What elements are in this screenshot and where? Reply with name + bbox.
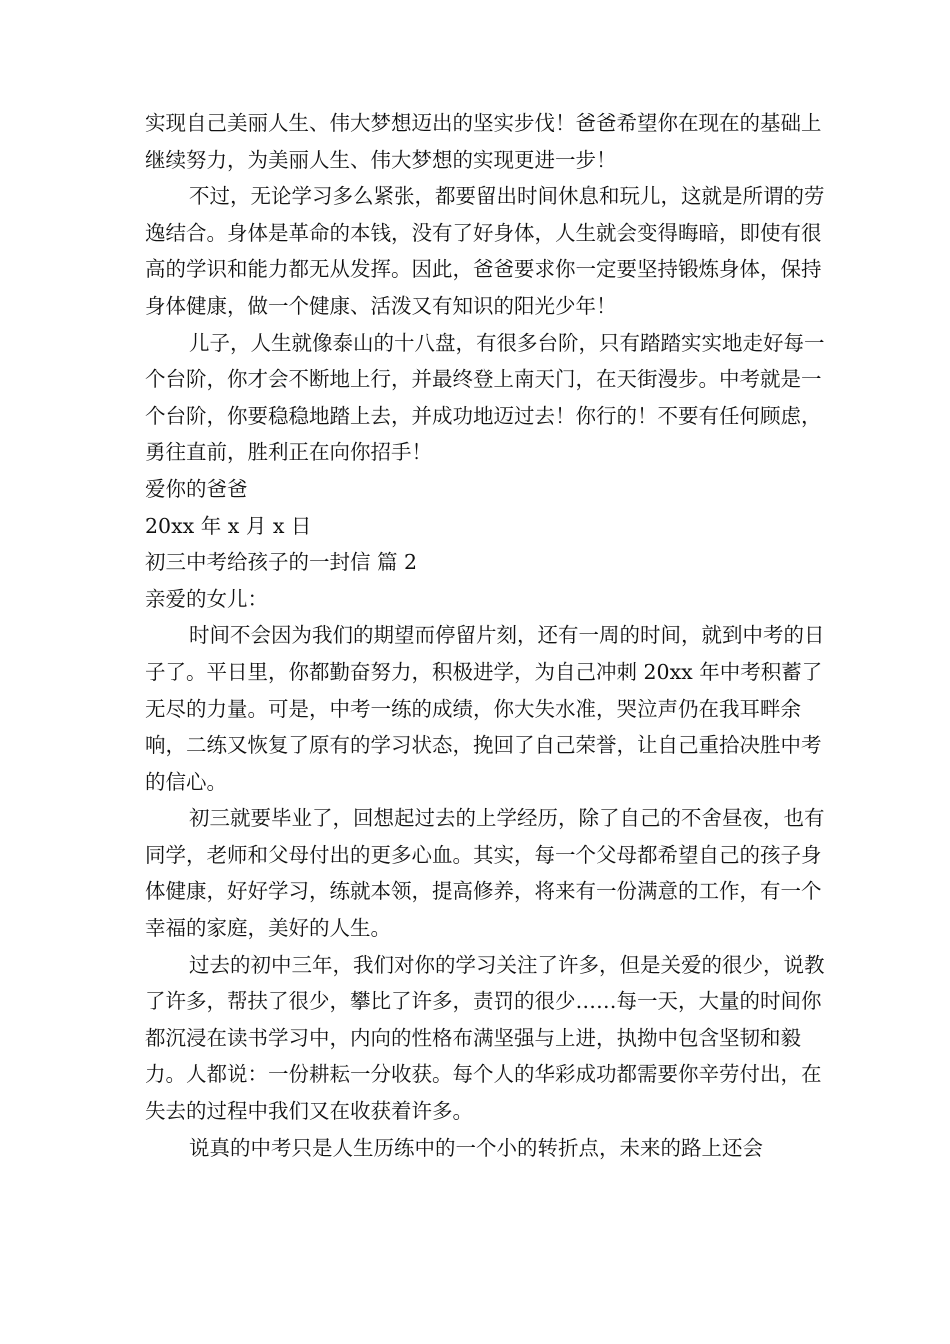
paragraph-one-week-left: 时间不会因为我们的期望而停留片刻，还有一周的时间，就到中考的日子了。平日里，你都勤奋努力，积极进学，为自己冲刺 20xx 年中考积蓄了无尽的力量。可是，中考一练的成绩，你大失水准，哭泣声仍在我耳畔余响，二练又恢复了原有的学习状态，挽回了自己荣誉，让自己重拾决胜中考的信心。 [145,623,825,794]
date-line: 20xx 年 x 月 x 日 [145,513,312,538]
paragraph-rest-and-health: 不过，无论学习多么紧张，都要留出时间休息和玩儿，这就是所谓的劳逸结合。身体是革命的本钱，没有了好身体，人生就会变得晦暗，即使有很高的学识和能力都无从发挥。因此，爸爸要求你一定要坚持锻炼身体，保持身体健康，做一个健康、活泼又有知识的阳光少年！ [145,184,825,318]
paragraph-continuation: 实现自己美丽人生、伟大梦想迈出的坚实步伐！爸爸希望你在现在的基础上继续努力，为美丽人生、伟大梦想的实现更进一步！ [145,111,822,172]
paragraph-turning-point: 说真的中考只是人生历练中的一个小的转折点，未来的路上还会 [189,1135,763,1160]
letter-body [145,105,835,1166]
section-title: 初三中考给孩子的一封信 篇 2 [145,550,418,575]
paragraph-three-years: 过去的初中三年，我们对你的学习关注了许多，但是关爱的很少，说教了许多，帮扶了很少，攀比了许多，责罚的很少……每一天，大量的时间你都沉浸在读书学习中，内向的性格布满坚强与上进，执拗中包含坚韧和毅力。人都说：一份耕耘一分收获。每个人的华彩成功都需要你辛劳付出，在失去的过程中我们又在收获着许多。 [145,952,825,1124]
paragraph-graduation: 初三就要毕业了，回想起过去的上学经历，除了自己的不舍昼夜，也有同学，老师和父母付出的更多心血。其实，每一个父母都希望自己的孩子身体健康，好好学习，练就本领，提高修养，将来有一份满意的工作，有一个幸福的家庭，美好的人生。 [145,806,825,941]
salutation: 亲爱的女儿： [145,586,268,611]
paragraph-life-steps: 儿子，人生就像泰山的十八盘，有很多台阶，只有踏踏实实地走好每一个台阶，你才会不断地上行，并最终登上南天门，在天街漫步。中考就是一个台阶，你要稳稳地踏上去，并成功地迈过去！你行的！不要有任何顾虑，勇往直前，胜利正在向你招手！ [145,330,825,465]
signature: 爱你的爸爸 [145,476,248,501]
